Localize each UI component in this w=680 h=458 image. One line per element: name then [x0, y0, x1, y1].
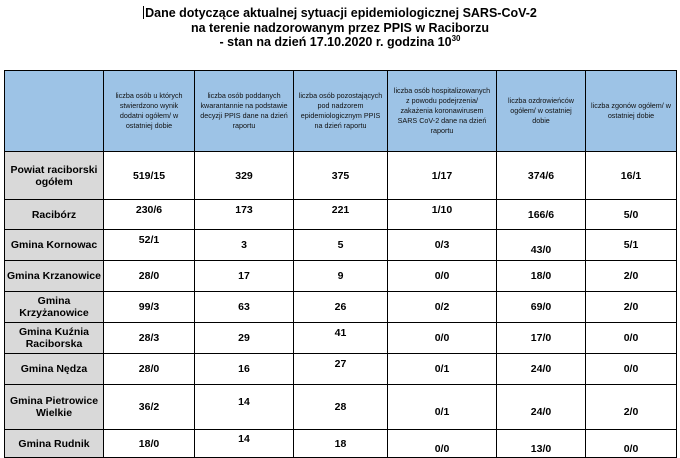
cell-positive: 519/15: [104, 152, 195, 200]
cell-quarantine: 173: [195, 200, 294, 230]
cell-quarantine: 63: [195, 292, 294, 323]
epidemiological-table: [4, 70, 677, 458]
cell-quarantine: 17: [195, 261, 294, 292]
cell-deaths: 5/1: [586, 230, 677, 261]
cell-positive: 28/3: [104, 323, 195, 354]
row-label: Gmina Krzanowice: [5, 261, 104, 292]
cell-recovered: 374/6: [497, 152, 586, 200]
row-label: Racibórz: [5, 200, 104, 230]
cell-recovered: 18/0: [497, 261, 586, 292]
cell-quarantine: 29: [195, 323, 294, 354]
cell-quarantine: 14: [195, 430, 294, 458]
title-hour-superscript: 30: [451, 33, 461, 43]
cell-hospitalized: 0/0: [388, 261, 497, 292]
row-label: Gmina Nędza: [5, 354, 104, 385]
table-row: [5, 152, 677, 200]
row-label: Gmina Rudnik: [5, 430, 104, 458]
cell-surveillance: 18: [294, 430, 388, 458]
table-row: [5, 261, 677, 292]
table-row: [5, 385, 677, 430]
cell-deaths: 2/0: [586, 292, 677, 323]
cell-hospitalized: 1/17: [388, 152, 497, 200]
table-row: [5, 292, 677, 323]
cell-recovered: 24/0: [497, 385, 586, 430]
cell-recovered: 24/0: [497, 354, 586, 385]
title-line-1: Dane dotyczące aktualnej sytuacji epidemiologicznej SARS-CoV-2: [145, 6, 537, 20]
cell-quarantine: 16: [195, 354, 294, 385]
cell-hospitalized: 0/0: [388, 323, 497, 354]
cell-positive: 28/0: [104, 261, 195, 292]
cell-recovered: 17/0: [497, 323, 586, 354]
table-row: [5, 354, 677, 385]
cell-recovered: 69/0: [497, 292, 586, 323]
cell-surveillance: 27: [294, 354, 388, 385]
cell-positive: 28/0: [104, 354, 195, 385]
header-cell: [294, 71, 388, 152]
cell-quarantine: 14: [195, 385, 294, 430]
cell-quarantine: 3: [195, 230, 294, 261]
header-cell: [195, 71, 294, 152]
cell-surveillance: 5: [294, 230, 388, 261]
cell-surveillance: 41: [294, 323, 388, 354]
table-row: [5, 430, 677, 458]
report-title: [0, 6, 680, 50]
header-deaths: liczba zgonów ogółem/ w ostatniej dobie: [591, 101, 671, 120]
cell-surveillance: 28: [294, 385, 388, 430]
header-surveillance: liczba osób pozostających pod nadzorem epidemiologicznym PPIS na dzień raportu: [298, 91, 383, 130]
table-row: [5, 323, 677, 354]
header-quarantine: liczba osób poddanych kwarantannie na podstawie decyzji PPIS dane na dzień raportu: [200, 91, 288, 130]
cell-hospitalized: 0/1: [388, 354, 497, 385]
cell-surveillance: 375: [294, 152, 388, 200]
cell-recovered: 13/0: [497, 430, 586, 458]
row-label: Gmina Kuźnia Raciborska: [5, 323, 104, 354]
title-line-3: - stan na dzień 17.10.2020 r. godzina $10^{30}$: [219, 33, 461, 49]
cell-deaths: 5/0: [586, 200, 677, 230]
text-cursor: [143, 6, 144, 19]
row-label: Powiat raciborski ogółem: [5, 152, 104, 200]
cell-deaths: 16/1: [586, 152, 677, 200]
cell-deaths: 2/0: [586, 385, 677, 430]
table-row: [5, 230, 677, 261]
cell-deaths: 0/0: [586, 354, 677, 385]
cell-hospitalized: 0/2: [388, 292, 497, 323]
cell-positive: 52/1: [104, 230, 195, 261]
cell-surveillance: 9: [294, 261, 388, 292]
cell-deaths: 2/0: [586, 261, 677, 292]
row-label: Gmina Krzyżanowice: [5, 292, 104, 323]
table-header-row: [5, 71, 677, 152]
cell-recovered: 166/6: [497, 200, 586, 230]
header-cell: [104, 71, 195, 152]
cell-hospitalized: 0/0: [388, 430, 497, 458]
cell-hospitalized: 0/3: [388, 230, 497, 261]
cell-surveillance: 26: [294, 292, 388, 323]
header-hospitalized: liczba osób hospitalizowanych z powodu podejrzenia/ zakażenia koronawirusem SARS CoV-2 dane na dzień raportu: [393, 86, 491, 135]
header-cell: [388, 71, 497, 152]
cell-positive: 36/2: [104, 385, 195, 430]
cell-quarantine: 329: [195, 152, 294, 200]
cell-hospitalized: 1/10: [388, 200, 497, 230]
cell-deaths: 0/0: [586, 430, 677, 458]
table-row: [5, 200, 677, 230]
cell-positive: 18/0: [104, 430, 195, 458]
cell-positive: 99/3: [104, 292, 195, 323]
cell-deaths: 0/0: [586, 323, 677, 354]
cell-surveillance: 221: [294, 200, 388, 230]
title-line-2: na terenie nadzorowanym przez PPIS w Raciborzu: [191, 20, 489, 35]
row-label: Gmina Kornowac: [5, 230, 104, 261]
header-cell: [586, 71, 677, 152]
header-positive-cases: liczba osób u których stwierdzono wynik dodatni ogółem/ w ostatniej dobie: [115, 91, 183, 130]
header-cell: [497, 71, 586, 152]
cell-hospitalized: 0/1: [388, 385, 497, 430]
cell-positive: 230/6: [104, 200, 195, 230]
cell-recovered: 43/0: [497, 230, 586, 261]
header-recovered: liczba ozdrowieńców ogółem/ w ostatniej dobie: [508, 96, 574, 125]
table-corner-cell: [5, 71, 104, 152]
row-label: Gmina Pietrowice Wielkie: [5, 385, 104, 430]
